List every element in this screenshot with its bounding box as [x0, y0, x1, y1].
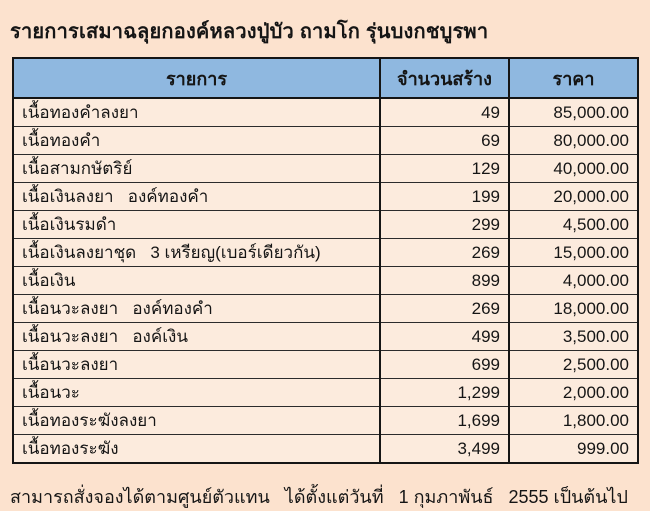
price-cell: 15,000.00 — [509, 239, 638, 267]
price-table-header — [13, 58, 638, 98]
page-title: รายการเสมาฉลุยกองค์หลวงปู่บัว ถามโก รุ่นบงกชบูรพา — [10, 21, 489, 43]
quantity-cell: 1,299 — [380, 379, 509, 407]
price-table-body — [13, 98, 638, 463]
table-row — [13, 435, 638, 464]
table-row — [13, 239, 638, 267]
item-cell: เนื้อนวะลงยา องค์เงิน — [13, 323, 380, 351]
quantity-cell: 49 — [380, 98, 509, 127]
price-cell: 80,000.00 — [509, 127, 638, 155]
quantity-cell: 129 — [380, 155, 509, 183]
footer-note: สามารถสั่งจองได้ตามศูนย์ตัวแทน ได้ตั้งแต่วันที่ 1 กุมภาพันธ์ 2555 เป็นต้นไป — [10, 487, 628, 507]
item-cell: เนื้อเงินลงยาชุด 3 เหรียญ(เบอร์เดียวกัน) — [13, 239, 380, 267]
column-header-price: ราคา — [509, 58, 638, 98]
quantity-cell: 269 — [380, 295, 509, 323]
price-cell: 4,000.00 — [509, 267, 638, 295]
table-row — [13, 323, 638, 351]
item-cell: เนื้อนวะ — [13, 379, 380, 407]
price-cell: 20,000.00 — [509, 183, 638, 211]
table-row — [13, 98, 638, 127]
price-cell: 3,500.00 — [509, 323, 638, 351]
table-row — [13, 183, 638, 211]
quantity-cell: 269 — [380, 239, 509, 267]
price-cell: 2,500.00 — [509, 351, 638, 379]
quantity-cell: 499 — [380, 323, 509, 351]
table-row — [13, 127, 638, 155]
price-cell: 4,500.00 — [509, 211, 638, 239]
header-row — [13, 58, 638, 98]
column-header-quantity: จำนวนสร้าง — [380, 58, 509, 98]
item-cell: เนื้อเงิน — [13, 267, 380, 295]
price-cell: 40,000.00 — [509, 155, 638, 183]
quantity-cell: 3,499 — [380, 435, 509, 464]
quantity-cell: 1,699 — [380, 407, 509, 435]
table-row — [13, 379, 638, 407]
table-row — [13, 267, 638, 295]
quantity-cell: 199 — [380, 183, 509, 211]
item-cell: เนื้อสามกษัตริย์ — [13, 155, 380, 183]
price-table — [12, 57, 639, 464]
item-cell: เนื้อนวะลงยา องค์ทองคำ — [13, 295, 380, 323]
table-row — [13, 295, 638, 323]
item-cell: เนื้อทองคำลงยา — [13, 98, 380, 127]
item-cell: เนื้อเงินลงยา องค์ทองคำ — [13, 183, 380, 211]
price-cell: 85,000.00 — [509, 98, 638, 127]
quantity-cell: 69 — [380, 127, 509, 155]
table-row — [13, 211, 638, 239]
price-cell: 1,800.00 — [509, 407, 638, 435]
item-cell: เนื้อทองระฆัง — [13, 435, 380, 464]
column-header-item: รายการ — [13, 58, 380, 98]
table-row — [13, 351, 638, 379]
price-cell: 2,000.00 — [509, 379, 638, 407]
item-cell: เนื้อเงินรมดำ — [13, 211, 380, 239]
price-cell: 999.00 — [509, 435, 638, 464]
price-cell: 18,000.00 — [509, 295, 638, 323]
item-cell: เนื้อทองระฆังลงยา — [13, 407, 380, 435]
item-cell: เนื้อทองคำ — [13, 127, 380, 155]
quantity-cell: 899 — [380, 267, 509, 295]
quantity-cell: 699 — [380, 351, 509, 379]
table-row — [13, 407, 638, 435]
table-row — [13, 155, 638, 183]
quantity-cell: 299 — [380, 211, 509, 239]
item-cell: เนื้อนวะลงยา — [13, 351, 380, 379]
